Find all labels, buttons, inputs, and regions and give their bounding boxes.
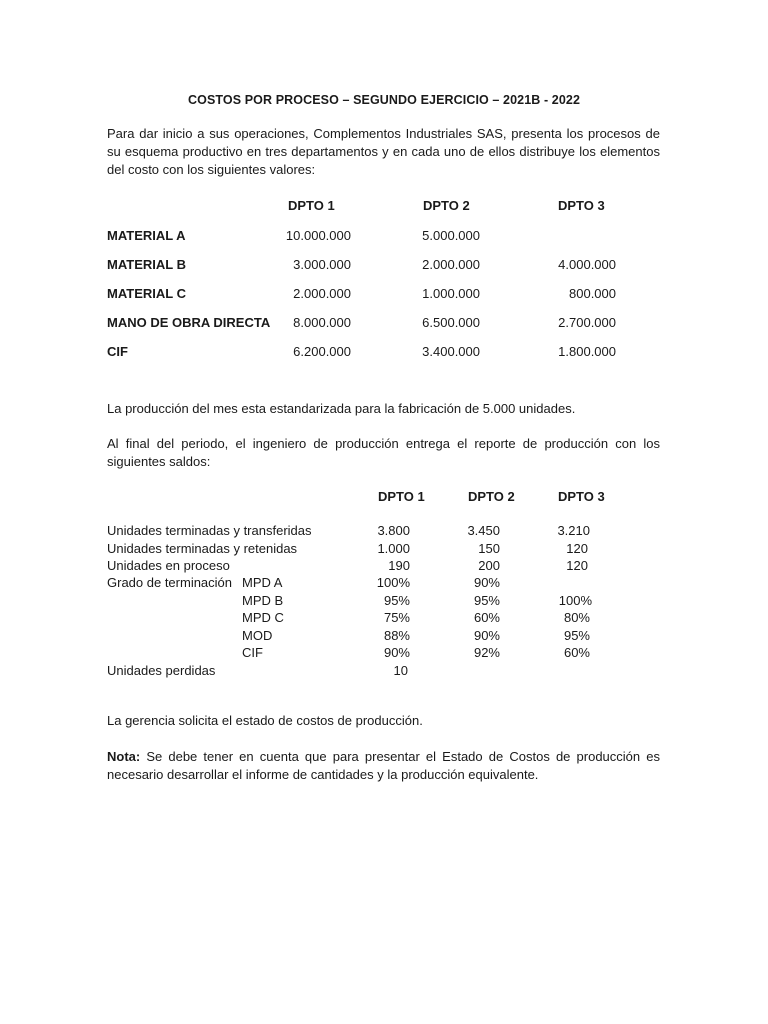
units-cell: 3.450 (467, 523, 500, 538)
cost-cell: 2.000.000 (293, 286, 351, 301)
units-row-label: Grado de terminación (107, 575, 233, 590)
units-cell: 95% (563, 628, 590, 643)
units-cell: 80% (563, 610, 590, 625)
units-cell: 90% (383, 645, 410, 660)
cost-cell: 2.700.000 (558, 315, 616, 330)
cost-row-label: MATERIAL C (107, 286, 186, 301)
units-cell: 75% (383, 610, 410, 625)
units-cell: 3.210 (557, 523, 590, 538)
final-period-paragraph: Al final del periodo, el ingeniero de producción entrega el reporte de producción con los siguientes saldos: (107, 436, 660, 469)
units-cell: 60% (473, 610, 500, 625)
units-header-dpto1: DPTO 1 (378, 489, 425, 504)
gerencia-paragraph: La gerencia solicita el estado de costos de producción. (107, 713, 423, 728)
production-paragraph: La producción del mes esta estandarizada para la fabricación de 5.000 unidades. (107, 401, 576, 416)
units-cell: 60% (563, 645, 590, 660)
units-cell: 10 (393, 663, 408, 678)
intro-paragraph: Para dar inicio a sus operaciones, Complementos Industriales SAS, presenta los procesos de su esquema productivo en tres departamentos y en cada uno de ellos distribuye los elementos del costo con los siguientes valores: (107, 126, 660, 177)
cost-cell: 10.000.000 (285, 228, 351, 243)
cost-cell: 6.200.000 (293, 344, 351, 359)
units-row-sub: CIF (242, 645, 263, 660)
nota-paragraph (107, 748, 660, 784)
cost-cell: 4.000.000 (558, 257, 616, 272)
units-cell: 92% (473, 645, 500, 660)
cost-row-label: CIF (107, 344, 128, 359)
cost-row-label: MANO DE OBRA DIRECTA (107, 315, 271, 330)
cost-cell: 800.000 (569, 286, 616, 301)
cost-cell: 2.000.000 (422, 257, 480, 272)
cost-cell: 3.000.000 (293, 257, 351, 272)
cost-header-dpto1: DPTO 1 (288, 198, 335, 213)
units-header-dpto3: DPTO 3 (558, 489, 605, 504)
cost-cell: 1.000.000 (422, 286, 480, 301)
cost-cell: 5.000.000 (422, 228, 480, 243)
units-row-label: Unidades terminadas y retenidas (107, 541, 298, 556)
cost-cell: 8.000.000 (293, 315, 351, 330)
units-cell: 120 (566, 558, 588, 573)
units-cell: 100% (376, 575, 410, 590)
document-title: COSTOS POR PROCESO – SEGUNDO EJERCICIO – 2021B - 2022 (188, 93, 580, 107)
units-cell: 95% (383, 593, 410, 608)
units-row-sub: MPD A (242, 575, 283, 590)
cost-cell: 6.500.000 (422, 315, 480, 330)
units-cell: 88% (383, 628, 410, 643)
units-header-dpto2: DPTO 2 (468, 489, 515, 504)
units-cell: 95% (473, 593, 500, 608)
units-row-label: Unidades terminadas y transferidas (107, 523, 312, 538)
units-cell: 200 (478, 558, 500, 573)
cost-header-dpto3: DPTO 3 (558, 198, 605, 213)
units-row-sub: MPD C (242, 610, 284, 625)
cost-cell: 1.800.000 (558, 344, 616, 359)
units-cell: 120 (566, 541, 588, 556)
cost-cell: 3.400.000 (422, 344, 480, 359)
cost-row-label: MATERIAL B (107, 257, 186, 272)
units-cell: 3.800 (377, 523, 410, 538)
units-cell: 90% (473, 628, 500, 643)
units-cell: 90% (473, 575, 500, 590)
units-cell: 1.000 (377, 541, 410, 556)
units-cell: 150 (478, 541, 500, 556)
cost-row-label: MATERIAL A (107, 228, 186, 243)
nota-text: Se debe tener en cuenta que para presentar el Estado de Costos de producción es necesario desarrollar el informe de cantidades y la producción equivalente. (107, 749, 660, 782)
nota-label: Nota: (107, 749, 141, 764)
units-row-label: Unidades perdidas (107, 663, 216, 678)
units-row-sub: MPD B (242, 593, 284, 608)
units-row-label: Unidades en proceso (107, 558, 230, 573)
units-cell: 100% (558, 593, 592, 608)
cost-header-dpto2: DPTO 2 (423, 198, 470, 213)
units-row-sub: MOD (242, 628, 273, 643)
units-cell: 190 (388, 558, 410, 573)
